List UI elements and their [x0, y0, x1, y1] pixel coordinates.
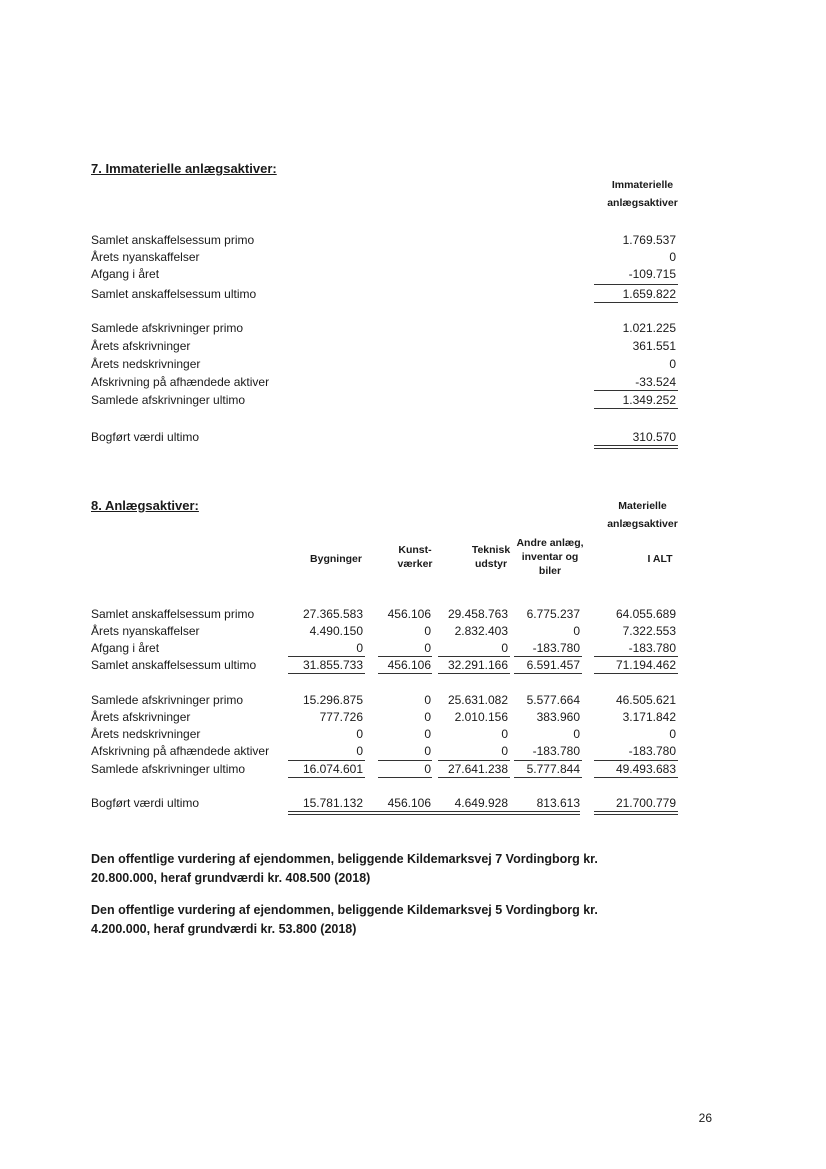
s8-row-label: Årets nyanskaffelser: [91, 624, 200, 638]
s7-row-label: Samlet anskaffelsessum primo: [91, 233, 255, 247]
s8-subtotal-rule: [438, 656, 510, 657]
section-7-column-header-line1: Immaterielle: [611, 179, 674, 191]
s8-cell: 0: [573, 624, 580, 638]
valuation-note-kildemarksvej-7: Den offentlige vurdering af ejendommen, beliggende Kildemarksvej 7 Vordingborg kr. 20.800.000, heraf grundværdi kr. 408.500 (2018): [91, 852, 598, 885]
s8-subtotal-rule: [438, 673, 510, 674]
s8-cell: -183.780: [532, 641, 580, 655]
s8-cell: 456.106: [387, 607, 431, 621]
s8-cell: -183.780: [532, 744, 580, 758]
col-header-teknisk-udstyr: Teknisk udstyr: [471, 544, 511, 570]
s8-row-label: Bogført værdi ultimo: [91, 796, 200, 810]
s8-cell: 32.291.166: [447, 658, 508, 672]
s8-cell: 64.055.689: [615, 607, 676, 621]
s8-cell: 29.458.763: [447, 607, 508, 621]
s8-cell: 27.365.583: [302, 607, 363, 621]
s8-cell: 3.171.842: [622, 710, 676, 724]
section-8-group-header-line2: anlægsaktiver: [607, 518, 678, 530]
s8-row-label: Samlet anskaffelsessum primo: [91, 607, 255, 621]
s8-subtotal-rule: [594, 760, 678, 761]
col-header-bygninger: Bygninger: [310, 553, 362, 565]
valuation-note-kildemarksvej-5: Den offentlige vurdering af ejendommen, beliggende Kildemarksvej 5 Vordingborg kr. 4.200.000, heraf grundværdi kr. 53.800 (2018): [91, 903, 598, 936]
s8-cell: 456.106: [387, 658, 431, 672]
col-header-andre-anlaeg: Andre anlæg, inventar og biler: [516, 537, 584, 577]
s8-subtotal-rule: [514, 673, 582, 674]
s8-cell: 15.296.875: [302, 693, 363, 707]
section-8-heading: 8. Anlægsaktiver:: [91, 498, 199, 513]
s8-total-double-rule: [288, 811, 580, 815]
s8-subtotal-rule: [288, 673, 365, 674]
s8-subtotal-rule: [378, 673, 432, 674]
s8-cell: 0: [501, 641, 508, 655]
s8-cell: -183.780: [628, 744, 676, 758]
s8-cell: 4.490.150: [309, 624, 363, 638]
s7-row-label: Bogført værdi ultimo: [91, 430, 200, 444]
s7-row-label: Årets nedskrivninger: [91, 357, 201, 371]
s7-row-value: 310.570: [632, 430, 676, 444]
col-header-kunstvaerker: Kunst- værker: [397, 544, 433, 570]
s7-row-label: Samlede afskrivninger primo: [91, 321, 244, 335]
s8-row-label: Samlede afskrivninger primo: [91, 693, 244, 707]
s8-cell: 0: [356, 727, 363, 741]
s8-cell: 6.591.457: [526, 658, 580, 672]
s7-subtotal-rule: [594, 302, 678, 303]
s8-cell: 7.322.553: [622, 624, 676, 638]
s8-cell: 4.649.928: [454, 796, 508, 810]
s8-cell: 0: [424, 624, 431, 638]
s8-cell: 6.775.237: [526, 607, 580, 621]
s8-subtotal-rule: [594, 656, 678, 657]
s8-cell: 0: [501, 744, 508, 758]
s8-cell: 0: [424, 641, 431, 655]
s8-cell: 0: [424, 762, 431, 776]
section-7-column-header-line2: anlægsaktiver: [607, 197, 678, 209]
s8-subtotal-rule: [378, 777, 432, 778]
s8-cell: 0: [424, 693, 431, 707]
s8-cell: 5.577.664: [526, 693, 580, 707]
s8-total-double-rule: [594, 811, 678, 815]
s8-cell: 21.700.779: [615, 796, 676, 810]
s8-cell: 31.855.733: [302, 658, 363, 672]
s8-cell: 27.641.238: [447, 762, 508, 776]
s8-subtotal-rule: [288, 777, 365, 778]
section-8-group-header-line1: Materielle: [618, 500, 667, 512]
s7-subtotal-rule: [594, 408, 678, 409]
s8-subtotal-rule: [378, 656, 432, 657]
s8-cell: 0: [356, 744, 363, 758]
s8-cell: 46.505.621: [615, 693, 676, 707]
s7-row-value: -33.524: [635, 375, 676, 389]
s7-row-value: 1.769.537: [622, 233, 676, 247]
s8-subtotal-rule: [514, 656, 582, 657]
s8-cell: 813.613: [536, 796, 580, 810]
s8-cell: 0: [356, 641, 363, 655]
s7-row-value: 1.659.822: [622, 287, 676, 301]
s8-cell: 49.493.683: [615, 762, 676, 776]
s8-subtotal-rule: [438, 777, 510, 778]
s8-cell: 383.960: [536, 710, 580, 724]
s7-row-value: 1.349.252: [622, 393, 676, 407]
s8-cell: 71.194.462: [615, 658, 676, 672]
s8-cell: 2.832.403: [454, 624, 508, 638]
s8-cell: -183.780: [628, 641, 676, 655]
s8-cell: 15.781.132: [302, 796, 363, 810]
s8-cell: 456.106: [387, 796, 431, 810]
section-7-heading: 7. Immaterielle anlægsaktiver:: [91, 161, 277, 176]
s7-row-label: Afgang i året: [91, 267, 160, 281]
s7-row-label: Årets nyanskaffelser: [91, 250, 200, 264]
s8-cell: 5.777.844: [526, 762, 580, 776]
s8-cell: 777.726: [319, 710, 363, 724]
s7-row-label: Samlede afskrivninger ultimo: [91, 393, 246, 407]
s8-cell: 2.010.156: [454, 710, 508, 724]
s8-subtotal-rule: [438, 760, 510, 761]
s8-subtotal-rule: [288, 656, 365, 657]
s8-row-label: Årets afskrivninger: [91, 710, 191, 724]
s7-row-value: 0: [669, 250, 676, 264]
s8-cell: 0: [669, 727, 676, 741]
s8-cell: 0: [424, 744, 431, 758]
s8-cell: 0: [424, 710, 431, 724]
s8-subtotal-rule: [514, 760, 582, 761]
page-number: 26: [698, 1111, 712, 1125]
s8-row-label: Samlede afskrivninger ultimo: [91, 762, 246, 776]
s8-subtotal-rule: [514, 777, 582, 778]
s8-subtotal-rule: [594, 673, 678, 674]
s8-subtotal-rule: [288, 760, 365, 761]
s7-row-label: Samlet anskaffelsessum ultimo: [91, 287, 257, 301]
s7-total-double-rule: [594, 445, 678, 449]
s8-row-label: Afgang i året: [91, 641, 160, 655]
s7-row-value: 361.551: [632, 339, 676, 353]
s8-row-label: Samlet anskaffelsessum ultimo: [91, 658, 257, 672]
s8-row-label: Afskrivning på afhændede aktiver: [91, 744, 270, 758]
s8-cell: 25.631.082: [447, 693, 508, 707]
s8-cell: 16.074.601: [302, 762, 363, 776]
s7-row-label: Afskrivning på afhændede aktiver: [91, 375, 270, 389]
s8-cell: 0: [424, 727, 431, 741]
s8-row-label: Årets nedskrivninger: [91, 727, 201, 741]
s7-row-label: Årets afskrivninger: [91, 339, 191, 353]
s8-subtotal-rule: [594, 777, 678, 778]
col-header-i-alt: I ALT: [647, 553, 673, 565]
s7-row-value: 1.021.225: [622, 321, 676, 335]
s7-row-value: -109.715: [628, 267, 676, 281]
s7-subtotal-rule: [594, 284, 678, 285]
s7-subtotal-rule: [594, 390, 678, 391]
s7-row-value: 0: [669, 357, 676, 371]
s8-subtotal-rule: [378, 760, 432, 761]
s8-cell: 0: [573, 727, 580, 741]
s8-cell: 0: [501, 727, 508, 741]
